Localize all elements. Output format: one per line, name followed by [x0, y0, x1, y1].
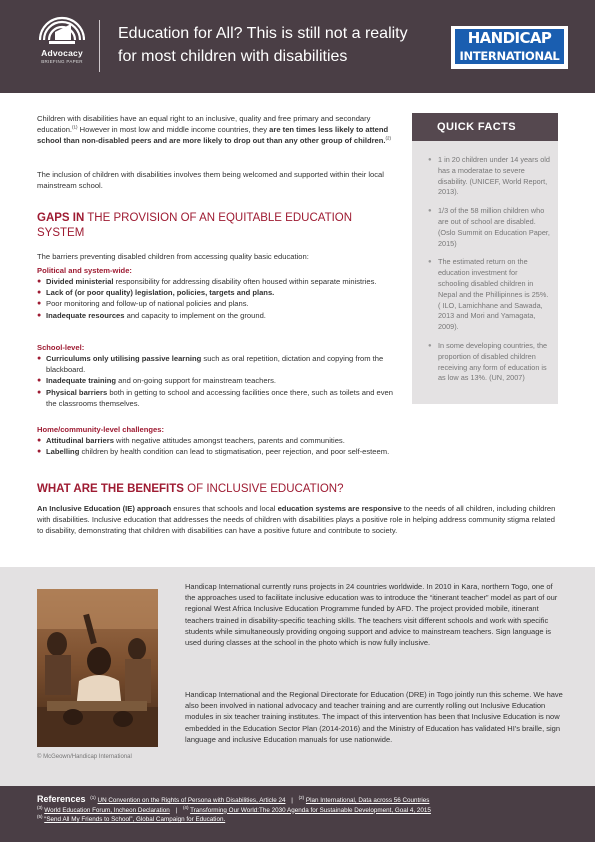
header-banner — [0, 0, 595, 93]
community-section — [37, 424, 437, 457]
classroom-photo-image — [37, 589, 158, 747]
megaphone-waves-icon — [39, 14, 85, 46]
political-section — [37, 265, 397, 321]
quick-fact-item: ● 1/3 of the 58 million children who are out of school are disabled. (Oslo Summit on Education Paper, 2015) — [438, 206, 550, 249]
advocacy-logo — [32, 14, 92, 64]
community-title: Home/community-level challenges: — [37, 425, 165, 434]
list-item: ● Curriculums only utilising passive learning such as oral repetition, dictation and copying from the blackboard. — [37, 353, 397, 375]
references-line-3: $^{(5)}$ “Send All My Friends to School”, Global Campaign for Education. — [37, 814, 226, 824]
list-item: ● Labelling children by health condition can lead to stigmatisation, peer rejection, and poor self-esteem. — [37, 446, 437, 457]
references-line-2: $^{(3)}$ World Education Forum, Incheon Declaration | $^{(4)}$ Transforming Our World:The 2030 Agenda for Sustainable Development, Goal 4, 2015 — [37, 804, 431, 814]
reference-link-3[interactable]: World Education Forum, Incheon Declaration — [44, 806, 170, 814]
quick-fact-item: ● In some developing countries, the proportion of disabled children receiving any form of education is as low as 13%. (UN, 2007) — [438, 341, 550, 384]
political-title: Political and system-wide: — [37, 266, 132, 275]
intro-bold-text: are ten times less likely to attend school than non-disabled peers and are more likely to drop out than any other group of children. — [37, 125, 389, 146]
logo-name: Advocacy — [41, 48, 83, 58]
references-line-1: References $^{(1)}$ UN Convention on the Rights of Persona with Disabilities, Article 24 | $^{(2)}$ Plan International, Data across 56 Countries — [37, 794, 430, 804]
intro-paragraph — [37, 113, 397, 147]
barriers-intro: The barriers preventing disabled children from accessing quality basic education: — [37, 252, 309, 261]
quick-facts-title: QUICK FACTS — [412, 113, 558, 141]
ref-marker-1: (1) — [72, 124, 78, 130]
inclusion-paragraph: The inclusion of children with disabilities involves them being welcomed and supported within their local mainstream school. — [37, 170, 384, 191]
benefits-heading — [37, 482, 537, 497]
benefits-paragraph: An Inclusive Education (IE) approach ensures that schools and local education systems are responsive to the needs of all children, including children with disabilities. Inclusive education that addresses the needs of children with disabilities plays a positive role in helping address community stigma related to disability, demonstrating that children with disabilities can have a positive future and contribute to society. — [37, 504, 556, 536]
reference-link-1[interactable]: UN Convention on the Rights of Persona with Disabilities, Article 24 — [97, 797, 286, 804]
case-study-paragraph-1: Handicap International currently runs projects in 24 countries worldwide. In 2010 in Kara, northern Togo, one of the approaches used to facilitate inclusive education was to introduce the “itinerant teacher” model as part of our regional West Africa Inclusive Education Programme funded by AFD. The project provided mobile, itinerant teachers trained in disability-specific teaching skills. The teachers visit different schools and work with specific students while simultaneously providing ongoing support and advice to mainstream teachers. Sign language is used during classes at the school in the photo which is now fully inclusive. — [185, 582, 558, 648]
page-title: Education for All? This is still not a reality for most children with disabilities — [118, 25, 408, 65]
benefits-heading-bold: WHAT ARE THE BENEFITS — [37, 483, 184, 495]
reference-link-4[interactable]: Transforming Our World:The 2030 Agenda for Sustainable Development, Goal 4, 2015 — [190, 806, 431, 814]
school-section — [37, 342, 397, 409]
ref-marker-2: (2) — [385, 135, 392, 141]
list-item: ● Attitudinal barriers with negative attitudes amongst teachers, parents and communities. — [37, 435, 437, 446]
school-title: School-level: — [37, 343, 85, 352]
references-title: References — [37, 794, 86, 804]
list-item: ● Divided ministerial responsibility for addressing disability often housed within separate ministries. — [37, 276, 397, 287]
list-item: ● Physical barriers both in getting to school and accessing facilities once there, such as toilets and even the classrooms themselves. — [37, 387, 397, 409]
list-item: ● Inadequate training and on-going support for mainstream teachers. — [37, 375, 397, 386]
photo-credit: © McGeown/Handicap International — [37, 754, 132, 760]
intro-text-1: Children with disabilities have an equal right to an inclusive, quality and free primary and secondary education. — [37, 114, 371, 135]
intro-text-2: However in most low and middle income countries, they — [77, 125, 270, 135]
benefits-heading-rest: OF INCLUSIVE EDUCATION? — [183, 483, 344, 495]
list-item: ● Inadequate resources and capacity to implement on the ground. — [37, 310, 397, 321]
quick-fact-item: ● 1 in 20 children under 14 years old has a moderatae to severe disability. (UNICEF, World Report, 2013). — [438, 155, 550, 198]
reference-link-2[interactable]: Plan International, Data across 56 Countries — [305, 797, 430, 804]
logo-subtitle: BRIEFING PAPER — [41, 59, 83, 64]
handicap-international-logo — [451, 26, 568, 69]
reference-link-5[interactable]: “Send All My Friends to School”, Global Campaign for Education. — [44, 816, 226, 824]
case-study-paragraph-2: Handicap International and the Regional Directorate for Education (DRE) in Togo jointly run this scheme. We have also been involved in national advocacy and teacher training and are currently rolling out Inclusive Education modules in six teacher training institutes. The impact of this intervention has been that Inclusive Education is now embedded in the Education Sector Plan (2014-2016) and the Ministry of Education has validated HI's braille, sign language and inclusive Education manuals for use nationwide. — [185, 690, 563, 744]
header-divider — [99, 20, 100, 72]
quick-facts-box — [412, 113, 558, 404]
brand-line-1: HANDICAP — [455, 29, 564, 48]
brand-line-2: INTERNATIONAL — [455, 48, 564, 64]
gaps-heading-bold: GAPS IN — [37, 212, 85, 224]
list-item: ● Lack of (or poor quality) legislation, policies, targets and plans. — [37, 287, 397, 298]
quick-fact-item: ● The estimated return on the education investment for schooling disabled children in Nepal and the Phillipinnes is 25%. ( ILO, Lamichhane and Sawada, 2013 and Mori and Yamagata, 2009). — [438, 257, 550, 333]
gaps-heading-rest: THE PROVISION OF AN EQUITABLE EDUCATION SYSTEM — [37, 212, 353, 239]
references-footer — [0, 786, 595, 842]
list-item: ● Poor monitoring and follow-up of national policies and plans. — [37, 298, 397, 309]
gaps-heading — [37, 211, 397, 241]
classroom-photo — [37, 589, 158, 747]
